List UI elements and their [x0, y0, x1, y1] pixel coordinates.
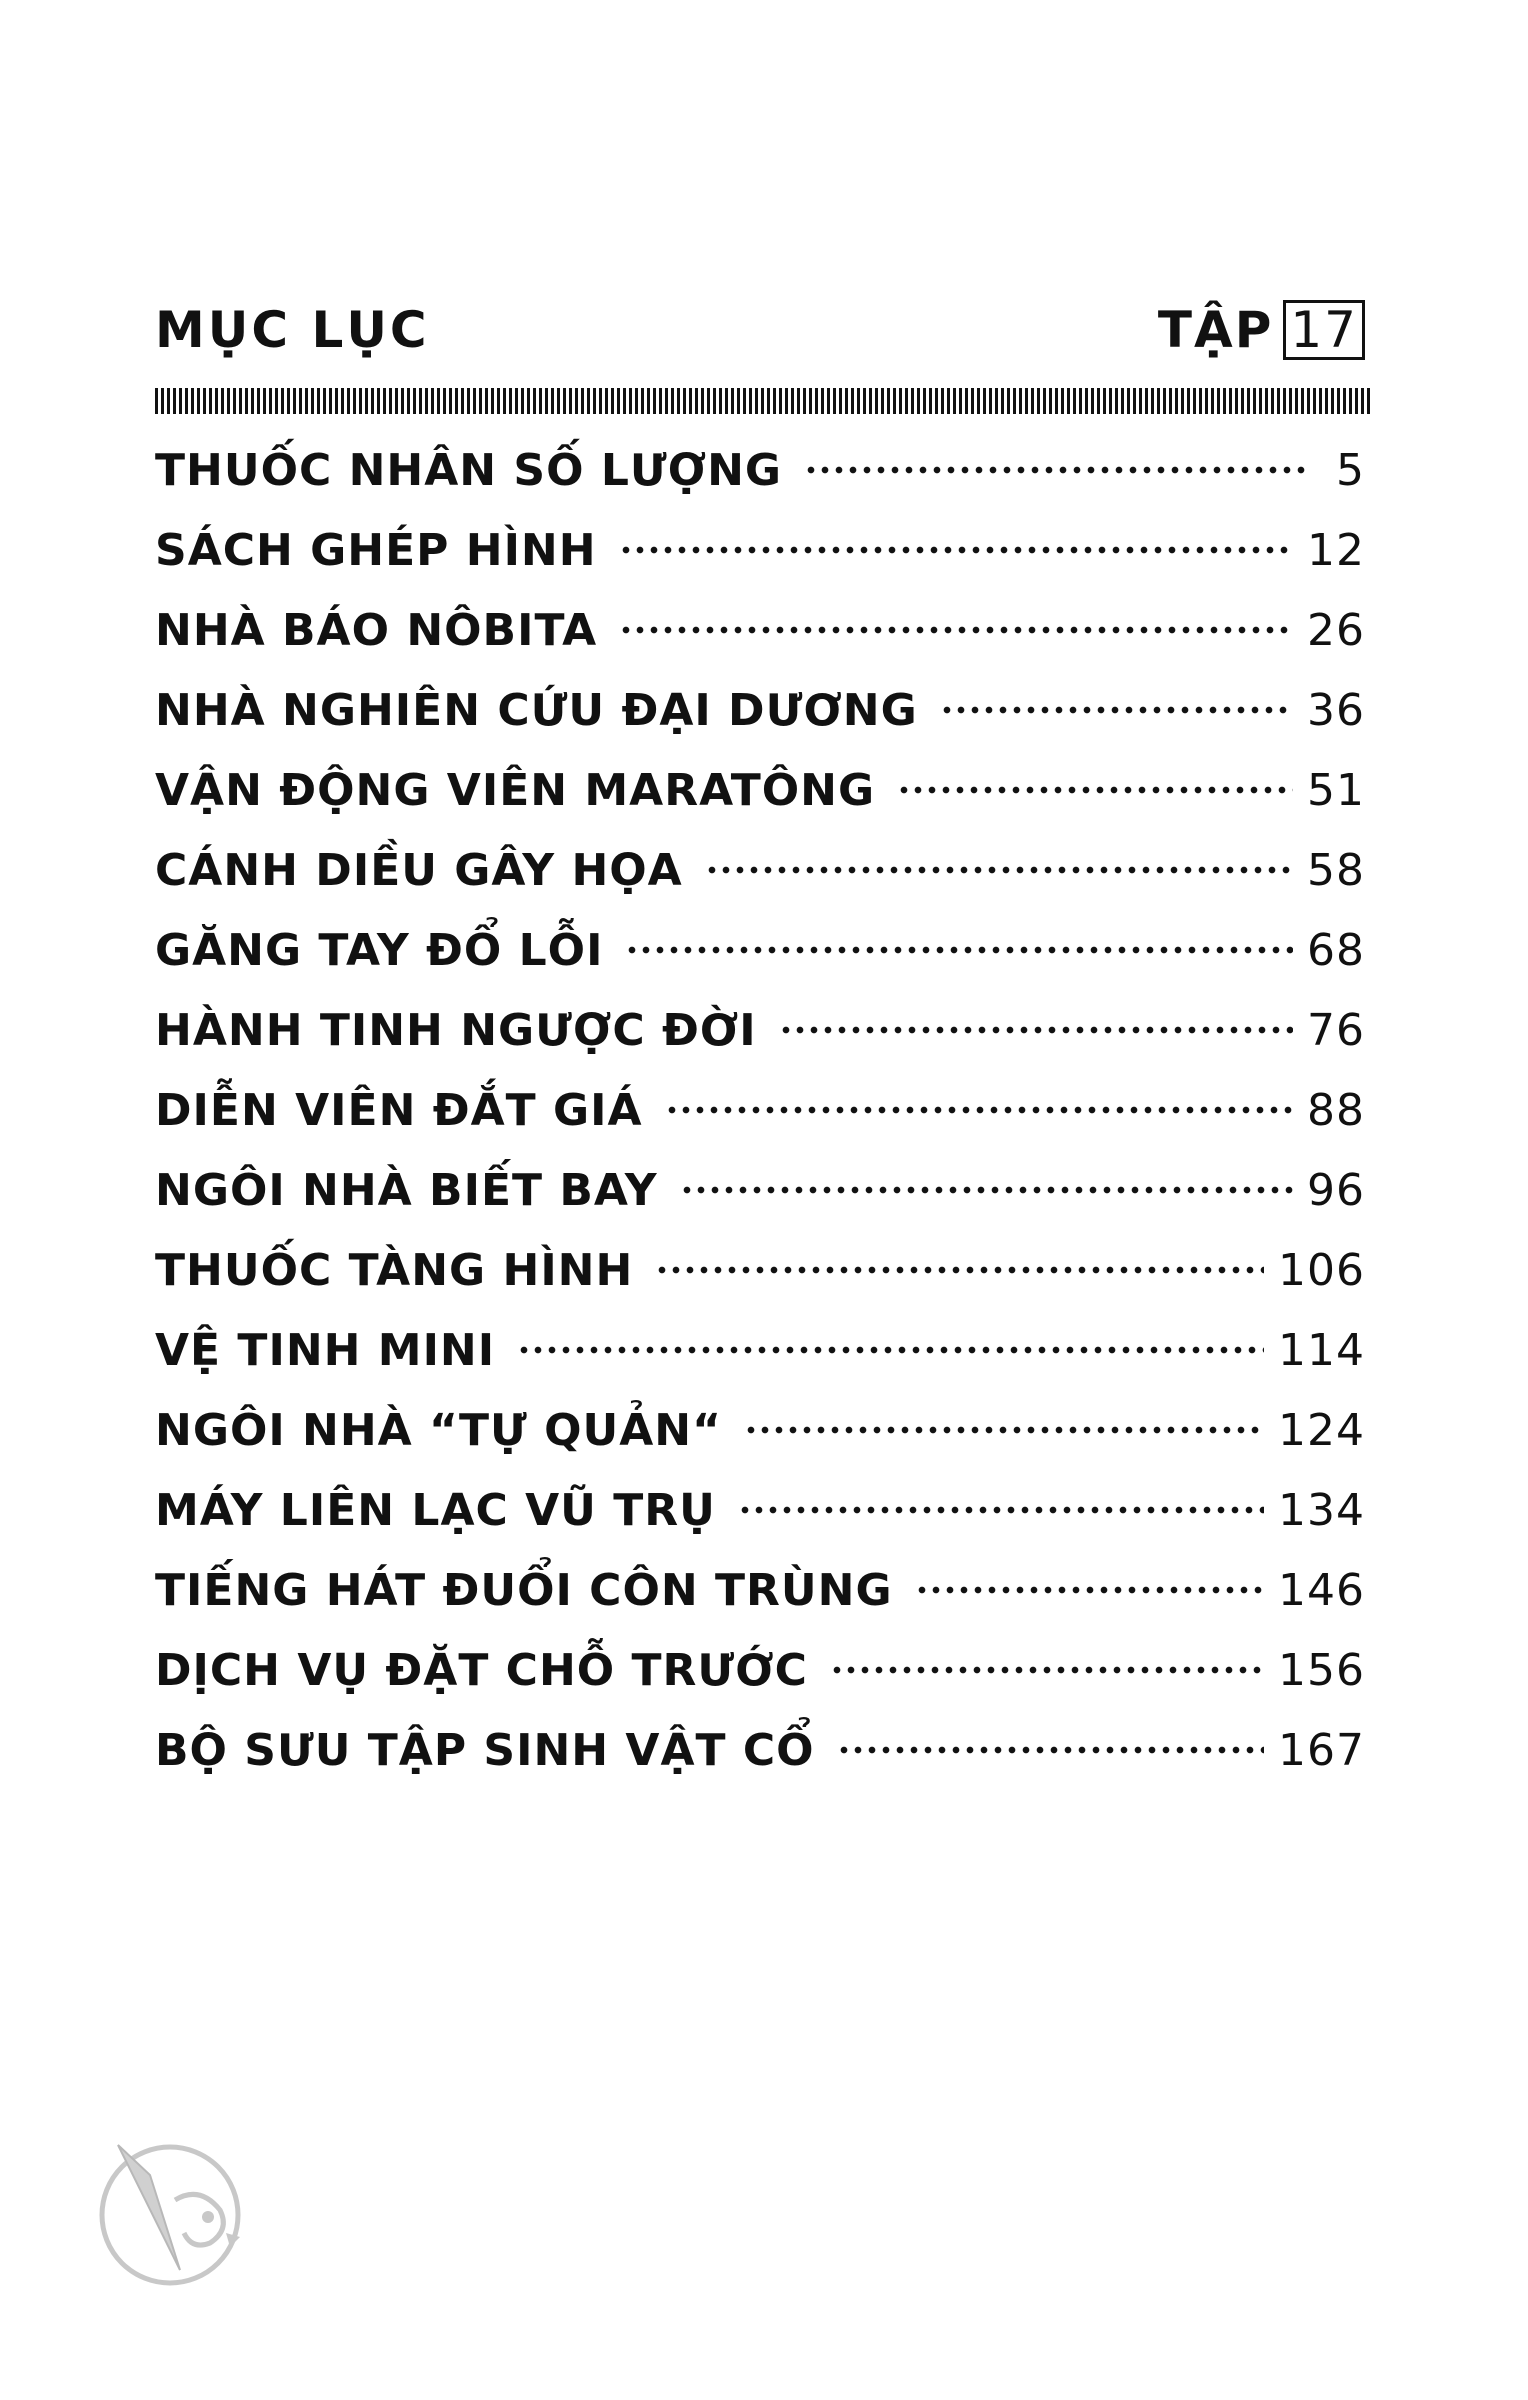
- toc-entry: [155, 590, 1365, 670]
- toc-entry-title: BỘ SƯU TẬP SINH VẬT CỔ: [155, 1724, 815, 1776]
- toc-entry: [155, 1550, 1365, 1630]
- toc-entry-title: NHÀ NGHIÊN CỨU ĐẠI DƯƠNG: [155, 684, 918, 736]
- toc-dot-leader: [705, 866, 1293, 874]
- header-divider: [155, 388, 1373, 414]
- toc-entry: [155, 990, 1365, 1070]
- toc-entry-title: VỆ TINH MINI: [155, 1324, 496, 1376]
- toc-entry-title: NGÔI NHÀ “TỰ QUẢN“: [155, 1404, 722, 1456]
- toc-entry: [155, 1390, 1365, 1470]
- toc-entry-title: DỊCH VỤ ĐẶT CHỖ TRƯỚC: [155, 1644, 808, 1696]
- toc-entry-page-number: 5: [1336, 444, 1365, 496]
- toc-entry: [155, 830, 1365, 910]
- toc-entry-page-number: 26: [1307, 604, 1365, 656]
- toc-entry: [155, 1710, 1365, 1790]
- toc-dot-leader: [837, 1746, 1264, 1754]
- toc-dot-leader: [517, 1346, 1264, 1354]
- toc-dot-leader: [897, 786, 1293, 794]
- toc-dot-leader: [830, 1666, 1264, 1674]
- toc-dot-leader: [625, 946, 1293, 954]
- toc-entry: [155, 670, 1365, 750]
- toc-entry: [155, 750, 1365, 830]
- toc-dot-leader: [804, 466, 1311, 474]
- volume-indicator: [1158, 290, 1365, 370]
- toc-entry: [155, 1230, 1365, 1310]
- toc-entry-page-number: 106: [1278, 1244, 1365, 1296]
- toc-entry-title: THUỐC TÀNG HÌNH: [155, 1244, 634, 1296]
- toc-entry-title: TIẾNG HÁT ĐUỔI CÔN TRÙNG: [155, 1564, 893, 1616]
- toc-entry-title: VẬN ĐỘNG VIÊN MARATÔNG: [155, 764, 876, 816]
- page-title: MỤC LỤC: [155, 301, 430, 359]
- toc-entry: [155, 1470, 1365, 1550]
- toc-dot-leader: [744, 1426, 1264, 1434]
- toc-dot-leader: [655, 1266, 1264, 1274]
- toc-entry-page-number: 51: [1307, 764, 1365, 816]
- toc-dot-leader: [665, 1106, 1293, 1114]
- toc-dot-leader: [779, 1026, 1293, 1034]
- toc-list: [155, 430, 1365, 1790]
- toc-entry: [155, 1150, 1365, 1230]
- volume-label: TẬP: [1157, 301, 1274, 359]
- toc-entry-title: DIỄN VIÊN ĐẮT GIÁ: [155, 1084, 643, 1136]
- toc-entry-title: SÁCH GHÉP HÌNH: [155, 524, 597, 576]
- toc-entry: [155, 430, 1365, 510]
- toc-entry-page-number: 146: [1278, 1564, 1365, 1616]
- toc-entry: [155, 510, 1365, 590]
- toc-dot-leader: [619, 546, 1293, 554]
- toc-entry-page-number: 124: [1278, 1404, 1365, 1456]
- toc-entry-page-number: 58: [1307, 844, 1365, 896]
- toc-entry: [155, 1070, 1365, 1150]
- toc-entry-title: GĂNG TAY ĐỔ LỖI: [155, 924, 604, 976]
- volume-number: 17: [1283, 300, 1365, 360]
- toc-entry-page-number: 96: [1307, 1164, 1365, 1216]
- toc-entry-page-number: 114: [1278, 1324, 1365, 1376]
- toc-entry: [155, 1630, 1365, 1710]
- toc-entry-page-number: 167: [1278, 1724, 1365, 1776]
- toc-entry-page-number: 88: [1307, 1084, 1365, 1136]
- toc-dot-leader: [680, 1186, 1293, 1194]
- toc-entry-title: NGÔI NHÀ BIẾT BAY: [155, 1164, 658, 1216]
- toc-entry-page-number: 156: [1278, 1644, 1365, 1696]
- toc-dot-leader: [915, 1586, 1264, 1594]
- toc-entry-title: NHÀ BÁO NÔBITA: [155, 604, 598, 656]
- toc-entry: [155, 910, 1365, 990]
- toc-entry-page-number: 36: [1307, 684, 1365, 736]
- toc-entry-page-number: 76: [1307, 1004, 1365, 1056]
- toc-dot-leader: [738, 1506, 1264, 1514]
- toc-dot-leader: [619, 626, 1293, 634]
- toc-entry-title: HÀNH TINH NGƯỢC ĐỜI: [155, 1004, 757, 1056]
- toc-header: [155, 290, 1365, 370]
- toc-entry-page-number: 134: [1278, 1484, 1365, 1536]
- toc-entry-title: CÁNH DIỀU GÂY HỌA: [155, 844, 683, 896]
- toc-entry-title: THUỐC NHÂN SỐ LƯỢNG: [155, 444, 783, 496]
- publisher-watermark-icon: [80, 2115, 260, 2295]
- toc-entry-page-number: 12: [1307, 524, 1365, 576]
- toc-entry-title: MÁY LIÊN LẠC VŨ TRỤ: [155, 1484, 716, 1536]
- toc-entry: [155, 1310, 1365, 1390]
- toc-entry-page-number: 68: [1307, 924, 1365, 976]
- toc-dot-leader: [940, 706, 1293, 714]
